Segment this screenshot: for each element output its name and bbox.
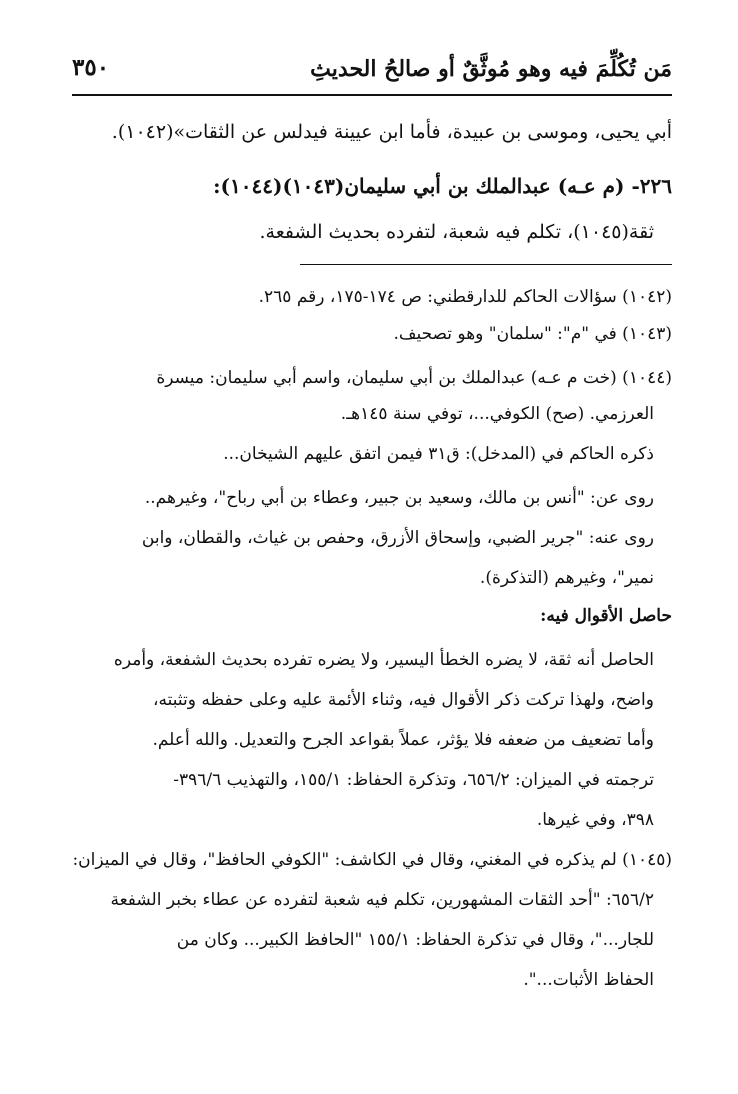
page-header: [72, 52, 672, 92]
page-number: ٣٥٠: [72, 54, 110, 81]
footnote-line: العرزمي. (صح) الكوفي...، توفي سنة ١٤٥هـ.: [340, 404, 654, 424]
footnote-line: روى عن: "أنس بن مالك، وسعيد بن جبير، وعطاء بن أبي رباح"، وغيرهم..: [144, 488, 654, 508]
footnote-line: (١٠٤٢) سؤالات الحاكم للدارقطني: ص ١٧٤-١٧٥، رقم ٢٦٥.: [258, 287, 672, 307]
body-line-3: ثقة(١٠٤٥)، تكلم فيه شعبة، لتفرده بحديث الشفعة.: [259, 221, 654, 243]
summary-heading: حاصل الأقوال فيه:: [540, 606, 672, 626]
header-rule: [72, 94, 672, 96]
footnote-line: للجار..."، وقال في تذكرة الحفاظ: ١٥٥/١ "الحافظ الكبير... وكان من: [176, 930, 654, 950]
footnote-line: (١٠٤٥) لم يذكره في المغني، وقال في الكاشف: "الكوفي الحافظ"، وقال في الميزان:: [72, 850, 672, 870]
footnote-line: ٣٩٨، وفي غيرها.: [536, 810, 654, 830]
body-line-1: أبي يحيى، وموسى بن عبيدة، فأما ابن عيينة فيدلس عن الثقات»(١٠٤٢).: [111, 121, 672, 143]
footnote-line: (١٠٤٤) (خت م عـه) عبدالملك بن أبي سليمان، واسم أبي سليمان: ميسرة: [156, 368, 672, 388]
footnote-line: واضح، ولهذا تركت ذكر الأقوال فيه، وثناء الأئمة عليه وعلى حفظه وتثبته،: [153, 690, 654, 710]
footnote-line: وأما تضعيف من ضعفه فلا يؤثر، عملاً بقواعد الجرح والتعديل. والله أعلم.: [152, 730, 654, 750]
footnote-line: نمير"، وغيرهم (التذكرة).: [479, 568, 654, 588]
running-title: مَن تُكُلِّمَ فيه وهو مُوثَّقٌ أو صالحُ الحديثِ: [310, 56, 672, 82]
entry-heading: ٢٢٦- (م عـه) عبدالملك بن أبي سليمان(١٠٤٣)(١٠٤٤):: [213, 174, 672, 198]
footnote-separator: [300, 264, 672, 265]
footnote-line: (١٠٤٣) في "م": "سلمان" وهو تصحيف.: [393, 324, 672, 344]
footnote-line: ٦٥٦/٢: "أحد الثقات المشهورين، تكلم فيه شعبة لتفرده عن عطاء بخبر الشفعة: [110, 890, 654, 910]
footnote-line: ذكره الحاكم في (المدخل): ق٣١ فيمن اتفق عليهم الشيخان...: [223, 444, 654, 464]
footnote-line: الحفاظ الأثبات...".: [523, 970, 654, 990]
footnote-line: روى عنه: "جرير الضبي، وإسحاق الأزرق، وحفص بن غياث، والقطان، وابن: [141, 528, 654, 548]
footnote-line: الحاصل أنه ثقة، لا يضره الخطأ اليسير، ولا يضره تفرده بحديث الشفعة، وأمره: [113, 650, 654, 670]
footnote-line: ترجمته في الميزان: ٦٥٦/٢، وتذكرة الحفاظ: ١٥٥/١، والتهذيب ٣٩٦/٦-: [173, 770, 654, 790]
